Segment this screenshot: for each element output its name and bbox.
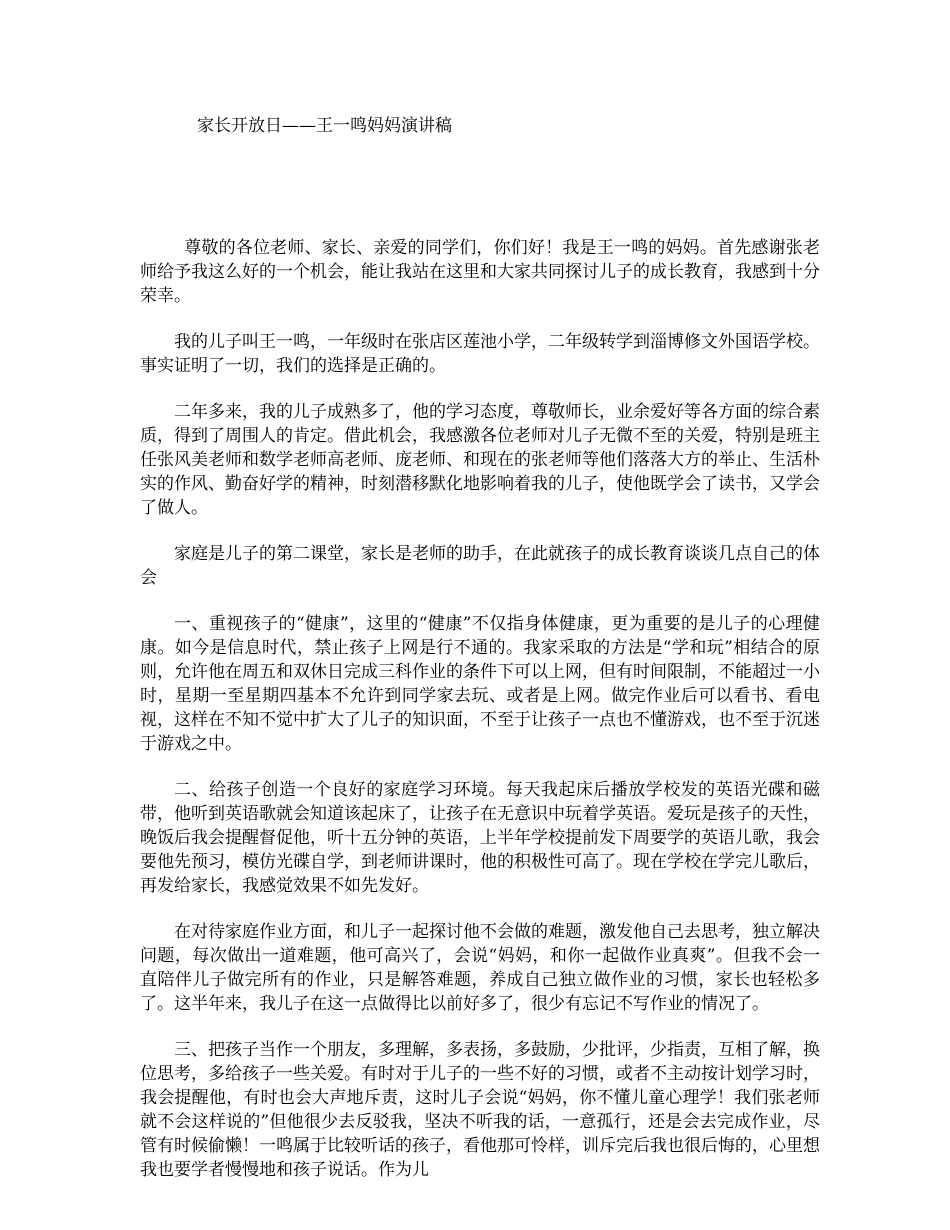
paragraph-gratitude: 二年多来，我的儿子成熟多了，他的学习态度，尊敬师长，业余爱好等各方面的综合素质，得到了周围人的肯定。借此机会，我感激各位老师对儿子无微不至的关爱，特别是班主任张风美老师和数学老师高老师、庞老师、和现在的张老师等他们落落大方的举止、生活朴实的作风、勤奋好学的精神，时刻潜移默化地影响着我的儿子，使他既学会了读书，又学会了做人。 — [140, 402, 820, 518]
paragraph-point-environment: 二、给孩子创造一个良好的家庭学习环境。每天我起床后播放学校发的英语光碟和磁带，他听到英语歌就会知道该起床了，让孩子在无意识中玩着学英语。爱玩是孩子的天性，晚饭后我会提醒督促他，听十五分钟的英语，上半年学校提前发下周要学的英语儿歌，我会要他先预习，模仿光碟自学，到老师讲课时，他的积极性可高了。现在学校在学完儿歌后，再发给家长，我感觉效果不如先发好。 — [140, 780, 820, 896]
paragraph-family-classroom: 家庭是儿子的第二课堂，家长是老师的助手，在此就孩子的成长教育谈谈几点自己的体会 — [140, 544, 820, 588]
document-body — [140, 236, 820, 1204]
paragraph-point-health: 一、重视孩子的“健康”，这里的“健康”不仅指身体健康，更为重要的是儿子的心理健康。如今是信息时代，禁止孩子上网是行不通的。我家采取的方法是“学和玩”相结合的原则，允许他在周五和双休日完成三科作业的条件下可以上网，但有时间限制，不能超过一小时，星期一至星期四基本不允许到同学家去玩、或者是上网。做完作业后可以看书、看电视，这样在不知不觉中扩大了儿子的知识面，不至于让孩子一点也不懂游戏，也不至于沉迷于游戏之中。 — [140, 614, 820, 754]
paragraph-point-friendship: 三、把孩子当作一个朋友，多理解，多表扬，多鼓励，少批评，少指责，互相了解，换位思考，多给孩子一些关爱。有时对于儿子的一些不好的习惯，或者不主动按计划学习时，我会提醒他，有时也会大声地斥责，这时儿子会说“妈妈，你不懂儿童心理学！我们张老师就不会这样说的”但他很少去反驳我，坚决不听我的话，一意孤行，还是会去完成作业，尽管有时候偷懒！一鸣属于比较听话的孩子，看他那可怜样，训斥完后我也很后悔的，心里想我也要学者慢慢地和孩子说话。作为儿 — [140, 1040, 820, 1180]
paragraph-introduction: 我的儿子叫王一鸣，一年级时在张店区莲池小学，二年级转学到淄博修文外国语学校。事实证明了一切，我们的选择是正确的。 — [140, 332, 820, 376]
paragraph-homework: 在对待家庭作业方面，和儿子一起探讨他不会做的难题，激发他自己去思考，独立解决问题，每次做出一道难题，他可高兴了，会说“妈妈，和你一起做作业真爽”。但我不会一直陪伴儿子做完所有的作业，只是解答难题，养成自己独立做作业的习惯，家长也轻松多了。这半年来，我儿子在这一点做得比以前好多了，很少有忘记不写作业的情况了。 — [140, 922, 820, 1014]
paragraph-greeting: 尊敬的各位老师、家长、亲爱的同学们，你们好！我是王一鸣的妈妈。首先感谢张老师给予我这么好的一个机会，能让我站在这里和大家共同探讨儿子的成长教育，我感到十分荣幸。 — [140, 238, 820, 306]
document-title: 家长开放日——王一鸣妈妈演讲稿 — [197, 116, 452, 136]
